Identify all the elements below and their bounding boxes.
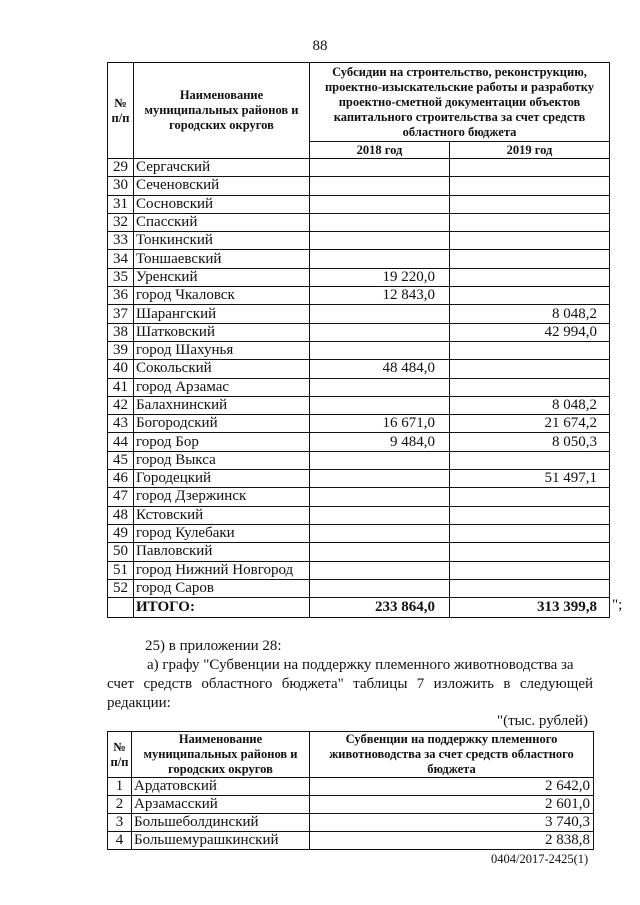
value-2019 [450, 378, 610, 396]
value-2019 [450, 159, 610, 177]
value-2018: 48 484,0 [310, 360, 450, 378]
value-2018 [310, 232, 450, 250]
district-name: город Чкаловск [134, 287, 310, 305]
value-2018 [310, 323, 450, 341]
table-row [108, 524, 610, 542]
value-2018: 12 843,0 [310, 287, 450, 305]
district-name: Сосновский [134, 195, 310, 213]
value-2018 [310, 195, 450, 213]
district-name: Ардатовский [132, 778, 310, 796]
district-name: Богородский [134, 415, 310, 433]
page-number: 88 [312, 38, 328, 54]
value-2018 [310, 250, 450, 268]
value-2018 [310, 561, 450, 579]
table-row [108, 287, 610, 305]
value-2018 [310, 159, 450, 177]
table-row [108, 396, 610, 414]
district-name: город Нижний Новгород [134, 561, 310, 579]
row-number: 30 [108, 177, 134, 195]
total-2018: 233 864,0 [310, 598, 450, 618]
row-number: 52 [108, 579, 134, 597]
table-row [108, 268, 610, 286]
table-row [108, 305, 610, 323]
item-25: 25) в приложении 28: [145, 638, 282, 654]
row-number: 41 [108, 378, 134, 396]
value-2019 [450, 341, 610, 359]
district-name: город Бор [134, 433, 310, 451]
value-2018 [310, 177, 450, 195]
row-number: 37 [108, 305, 134, 323]
district-name: Спасский [134, 213, 310, 231]
value-2019: 8 048,2 [450, 396, 610, 414]
total-2019: 313 399,8 [450, 598, 610, 618]
table-row [108, 159, 610, 177]
value-2019 [450, 506, 610, 524]
table-row [108, 814, 594, 832]
row-number: 48 [108, 506, 134, 524]
value-2018 [310, 470, 450, 488]
subsidy-value: 3 740,3 [310, 814, 594, 832]
district-name: город Кулебаки [134, 524, 310, 542]
subsidies-table [107, 62, 610, 618]
district-name: Арзамасский [132, 796, 310, 814]
value-2019 [450, 451, 610, 469]
value-2019: 51 497,1 [450, 470, 610, 488]
value-2018 [310, 451, 450, 469]
value-2019 [450, 360, 610, 378]
table-row [108, 341, 610, 359]
district-name: Балахнинский [134, 396, 310, 414]
value-2018 [310, 488, 450, 506]
row-number: 29 [108, 159, 134, 177]
units-label: "(тыс. рублей) [497, 713, 588, 729]
header-livestock-subsidies: Субвенции на поддержку племенного животноводства за счет средств областного бюджета [310, 732, 594, 778]
table-row [108, 177, 610, 195]
table-row [108, 378, 610, 396]
value-2018 [310, 378, 450, 396]
value-2018: 16 671,0 [310, 415, 450, 433]
paragraph-a-line-2: счет средств областного бюджета" таблицы 7 изложить в следующей [107, 676, 593, 692]
value-2019 [450, 213, 610, 231]
table-row [108, 323, 610, 341]
table-row [108, 433, 610, 451]
district-name: город Дзержинск [134, 488, 310, 506]
table-row [108, 360, 610, 378]
livestock-table [107, 731, 594, 850]
value-2018 [310, 579, 450, 597]
district-name: Большемурашкинский [132, 832, 310, 850]
table-row [108, 250, 610, 268]
table-row [108, 213, 610, 231]
row-number: 31 [108, 195, 134, 213]
row-number: 51 [108, 561, 134, 579]
value-2018 [310, 341, 450, 359]
row-number: 2 [108, 796, 132, 814]
table-row [108, 488, 610, 506]
table-row [108, 232, 610, 250]
value-2019: 8 050,3 [450, 433, 610, 451]
value-2018 [310, 506, 450, 524]
table-row [108, 506, 610, 524]
district-name: Городецкий [134, 470, 310, 488]
district-name: город Арзамас [134, 378, 310, 396]
value-2019 [450, 250, 610, 268]
row-number: 3 [108, 814, 132, 832]
header-number: № п/п [108, 63, 134, 159]
header-2019: 2019 год [450, 142, 610, 159]
row-number: 49 [108, 524, 134, 542]
row-number: 1 [108, 778, 132, 796]
header-2018: 2018 год [310, 142, 450, 159]
header-district-name: Наименование муниципальных районов и городских округов [132, 732, 310, 778]
row-number: 43 [108, 415, 134, 433]
row-number: 46 [108, 470, 134, 488]
district-name: город Шахунья [134, 341, 310, 359]
row-number: 42 [108, 396, 134, 414]
table-row [108, 796, 594, 814]
row-number: 4 [108, 832, 132, 850]
value-2019 [450, 177, 610, 195]
district-name: Шарангский [134, 305, 310, 323]
total-number-cell [108, 598, 134, 618]
header-subsidies: Субсидии на строительство, реконструкцию, проектно-изыскательские работы и разработку проектно-сметной документации объектов капитального строительства за счет средств областного бюджета [310, 63, 610, 142]
district-name: Большеболдинский [132, 814, 310, 832]
row-number: 45 [108, 451, 134, 469]
value-2019 [450, 268, 610, 286]
district-name: Сокольский [134, 360, 310, 378]
district-name: Сергачский [134, 159, 310, 177]
value-2019 [450, 195, 610, 213]
row-number: 47 [108, 488, 134, 506]
value-2019: 8 048,2 [450, 305, 610, 323]
table-row [108, 470, 610, 488]
value-2018: 19 220,0 [310, 268, 450, 286]
value-2018: 9 484,0 [310, 433, 450, 451]
row-number: 50 [108, 543, 134, 561]
district-name: Шатковский [134, 323, 310, 341]
subsidy-value: 2 642,0 [310, 778, 594, 796]
total-label: ИТОГО: [134, 598, 310, 618]
table-row [108, 451, 610, 469]
closing-quote: "; [612, 597, 623, 613]
row-number: 36 [108, 287, 134, 305]
table-row [108, 778, 594, 796]
district-name: город Саров [134, 579, 310, 597]
document-number: 0404/2017-2425(1) [491, 852, 589, 866]
value-2019: 21 674,2 [450, 415, 610, 433]
table-row [108, 579, 610, 597]
table-row [108, 415, 610, 433]
value-2019 [450, 543, 610, 561]
value-2018 [310, 396, 450, 414]
value-2018 [310, 213, 450, 231]
table-row [108, 561, 610, 579]
row-number: 44 [108, 433, 134, 451]
value-2019 [450, 579, 610, 597]
value-2019 [450, 287, 610, 305]
value-2019: 42 994,0 [450, 323, 610, 341]
district-name: Тоншаевский [134, 250, 310, 268]
district-name: Кстовский [134, 506, 310, 524]
value-2018 [310, 524, 450, 542]
row-number: 34 [108, 250, 134, 268]
value-2019 [450, 524, 610, 542]
district-name: Уренский [134, 268, 310, 286]
subsidy-value: 2 601,0 [310, 796, 594, 814]
value-2019 [450, 488, 610, 506]
value-2019 [450, 561, 610, 579]
row-number: 32 [108, 213, 134, 231]
row-number: 39 [108, 341, 134, 359]
header-number: № п/п [108, 732, 132, 778]
row-number: 35 [108, 268, 134, 286]
row-number: 38 [108, 323, 134, 341]
value-2018 [310, 543, 450, 561]
row-number: 40 [108, 360, 134, 378]
paragraph-a-line-3: редакции: [107, 695, 171, 711]
value-2019 [450, 232, 610, 250]
table-row [108, 832, 594, 850]
district-name: Тонкинский [134, 232, 310, 250]
table-row [108, 543, 610, 561]
value-2018 [310, 305, 450, 323]
header-district-name: Наименование муниципальных районов и городских округов [134, 63, 310, 159]
row-number: 33 [108, 232, 134, 250]
district-name: Павловский [134, 543, 310, 561]
total-row [108, 598, 610, 618]
table-row [108, 195, 610, 213]
district-name: Сеченовский [134, 177, 310, 195]
paragraph-a-line-1: а) графу "Субвенции на поддержку племенного животноводства за [147, 657, 574, 673]
district-name: город Выкса [134, 451, 310, 469]
subsidy-value: 2 838,8 [310, 832, 594, 850]
